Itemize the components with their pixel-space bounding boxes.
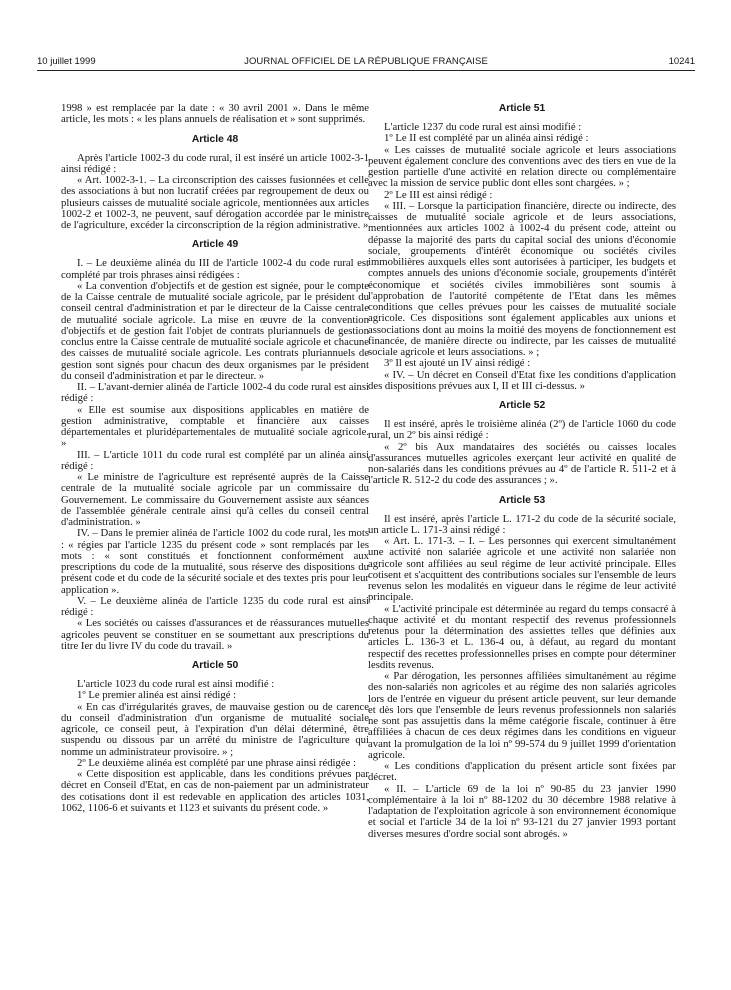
article-heading: Article 53: [498, 494, 546, 506]
page-header: [37, 56, 695, 68]
paragraph: « L'activité principale est déterminée au regard du temps consacré à chaque activité et du montant respectif des revenus professionnels retenus pour la détermination des assiettes telles que définies aux articles L. 136-3 et L. 136-4 ou, à défaut, au regard du montant respectif des recettes professionnelles prises en compte pour déterminer lesdits revenus.: [368, 602, 676, 671]
paragraph: « Les caisses de mutualité sociale agricole et leurs associations peuvent également conclure des conventions avec des tiers en vue de la gestion partielle d'une activité en relation directe ou complémentaire avec la mission de service public dont elles sont chargées. » ;: [368, 143, 676, 190]
header-journal-title: JOURNAL OFFICIEL DE LA RÉPUBLIQUE FRANÇAISE: [244, 56, 488, 67]
paragraph: « Le ministre de l'agriculture est représenté auprès de la Caisse centrale de la mutualité sociale agricole par un commissaire du Gouvernement. Le commissaire du Gouvernement assiste aux séances de l'assemblée générale centrale ainsi qu'à celles du conseil central d'administration. »: [61, 471, 369, 528]
paragraph: III. – L'article 1011 du code rural est complété par un alinéa ainsi rédigé :: [61, 448, 369, 472]
paragraph: « IV. – Un décret en Conseil d'Etat fixe les conditions d'application des dispositions prévues aux I, II et III ci-dessus. »: [368, 368, 676, 392]
paragraph: I. – Le deuxième alinéa du III de l'article 1002-4 du code rural est complété par trois phrases ainsi rédigées :: [61, 257, 369, 281]
paragraph: « III. – Lorsque la participation financière, directe ou indirecte, des caisses de mutualité sociale agricole et de leurs associations, mentionnées aux articles 1002 à 1002-4 du présent code, atteint ou dépasse la majorité des parts du capital social des unions d'économie sociale, groupements d'intérêt économique ou sociétés civiles immobilières auxquels elles sont autorisées à participer, les budgets et comptes annuels des unions d'économie sociale, groupements d'intérêt économique et sociétés civiles immobilières sont soumis à l'approbation de l'autorité compétente de l'Etat dans les mêmes conditions que celles prévues pour les caisses de mutualité sociale agricole. Ces dispositions sont également applicables aux unions et associations dont au moins la moitié des moyens de fonctionnement est financée, de manière directe ou indirecte, par les caisses de mutualité sociale agricole et leurs associations. » ;: [368, 199, 676, 358]
paragraph: Il est inséré, après l'article L. 171-2 du code de la sécurité sociale, un article L. 171-3 ainsi rédigé :: [368, 512, 676, 536]
article-heading: Article 50: [191, 660, 239, 671]
paragraph: « Art. L. 171-3. – I. – Les personnes qui exercent simultanément une activité non salariée agricole et une activité non salariée non agricole sont affiliées au seul régime de leur activité principale. Elles cotisent et s'acquittent des contributions sociales sur l'ensemble de leurs revenus selon les modalités en vigueur dans le régime de leur activité principale.: [368, 535, 676, 604]
paragraph: V. – Le deuxième alinéa de l'article 1235 du code rural est ainsi rédigé :: [61, 594, 369, 618]
paragraph: « Art. 1002-3-1. – La circonscription des caisses fusionnées et celle des associations à but non lucratif créées par regroupement de deux ou plusieurs caisses de mutualité sociale agricole, mentionnées aux articles 1002-2 et 1002-3, ne peuvent, sauf dérogation accordée par le ministre de l'agriculture, excéder la circonscription de la région administrative. »: [61, 174, 369, 231]
right-column: [368, 103, 676, 840]
article-heading: Article 51: [498, 103, 546, 114]
paragraph: 1º Le premier alinéa est ainsi rédigé :: [77, 689, 237, 702]
header-page-number: 10241: [668, 56, 695, 67]
paragraph: « Cette disposition est applicable, dans les conditions prévues par décret en Conseil d'Etat, en cas de non-paiement par un administrateur des cotisations dont il est redevable en application des articles 1031, 1062, 1106-6 et suivants et 1123 et suivants du présent code. »: [61, 768, 369, 814]
article-heading: Article 52: [498, 400, 546, 411]
paragraph: Il est inséré, après le troisième alinéa (2º) de l'article 1060 du code rural, un 2º bis ainsi rédigé :: [368, 418, 676, 442]
paragraph: « II. – L'article 69 de la loi nº 90-85 du 23 janvier 1990 complémentaire à la loi nº 88-1202 du 30 décembre 1988 relative à l'adaptation de l'exploitation agricole à son environnement économique et social et l'article 34 de la loi nº 93-121 du 27 janvier 1993 portant diverses mesures d'ordre social sont abrogés. »: [368, 782, 676, 840]
paragraph: « Les conditions d'application du présent article sont fixées par décret.: [368, 760, 676, 784]
paragraph: « Elle est soumise aux dispositions applicables en matière de gestion administrative, comptable et financière aux caisses départementales et pluridépartementales de mutualité sociale agricole. »: [61, 403, 369, 450]
paragraph: 2º Le deuxième alinéa est complété par une phrase ainsi rédigée :: [77, 756, 356, 769]
paragraph: 2º Le III est ainsi rédigé :: [384, 188, 493, 201]
paragraph: Après l'article 1002-3 du code rural, il est inséré un article 1002-3-1 ainsi rédigé :: [61, 151, 369, 175]
paragraph: L'article 1023 du code rural est ainsi modifié :: [77, 678, 275, 690]
paragraph: « 2º bis Aux mandataires des sociétés ou caisses locales d'assurances mutuelles agricoles exerçant leur activité en qualité de non-salariés dans les conditions prévues au 4º de l'article R. 511-2 et à l'article R. 512-2 du code des assurances ; ».: [368, 440, 676, 487]
paragraph: « Par dérogation, les personnes affiliées simultanément au régime des non-salariés non agricoles et au régime des non salariés agricoles lors de l'entrée en vigueur du présent article peuvent, sur leur demande et dès lors que l'ensemble de leurs revenus professionnels non salariés ne sont pas assujettis dans la même catégorie fiscale, continuer à être affiliées à chacun de ces deux régimes dans les conditions en vigueur avant la promulgation de la loi nº 99-574 du 9 juillet 1999 d'orientation agricole.: [368, 670, 676, 761]
article-heading: Article 48: [191, 133, 239, 145]
paragraph: « En cas d'irrégularités graves, de mauvaise gestion ou de carence du conseil d'administration d'un organisme de mutualité sociale agricole, ce conseil peut, à l'expiration d'un délai déterminé, être suspendu ou dissous par un arrêté du ministre de l'agriculture qui nomme un administrateur provisoire. » ;: [61, 700, 369, 758]
paragraph: « La convention d'objectifs et de gestion est signée, pour le compte de la Caisse centrale de mutualité sociale agricole, par le président du conseil central d'administration et par le directeur de la Caisse centrale de mutualité sociale agricole. La mise en œuvre de la convention d'objectifs et de gestion fait l'objet de contrats pluriannuels de gestion conclus entre la Caisse centrale de mutualité sociale agricole et chacune des caisses de mutualité sociale agricole. Les contrats pluriannuels de gestion sont signés pour chacun des deux organismes par le président du conseil d'administration et par le directeur. »: [61, 279, 369, 382]
paragraph: 3º Il est ajouté un IV ainsi rédigé :: [384, 357, 531, 370]
left-column: [61, 103, 369, 814]
header-date: 10 juillet 1999: [37, 56, 96, 67]
paragraph: 1º Le II est complété par un alinéa ainsi rédigé :: [384, 132, 589, 145]
paragraph: « Les sociétés ou caisses d'assurances et de réassurances mutuelles agricoles peuvent se constituer en se soumettant aux prescriptions du titre Ier du livre IV du code du travail. »: [61, 617, 369, 652]
paragraph: II. – L'avant-dernier alinéa de l'article 1002-4 du code rural est ainsi rédigé :: [61, 381, 369, 405]
paragraph: IV. – Dans le premier alinéa de l'article 1002 du code rural, les mots : « régies par l'article 1235 du présent code » sont remplacés par les mots : « sont constitués et fonctionnent conformément aux prescriptions du code de la mutualité, sous réserve des dispositions du présent code et du code de la sécurité sociale et des textes pris pour leur application ».: [61, 527, 369, 596]
paragraph: 1998 » est remplacée par la date : « 30 avril 2001 ». Dans le même article, les mots : « les plans annuels de réalisation et » sont supprimés.: [61, 102, 369, 126]
article-heading: Article 49: [191, 239, 239, 251]
paragraph: L'article 1237 du code rural est ainsi modifié :: [384, 121, 582, 133]
header-rule: [37, 70, 695, 71]
